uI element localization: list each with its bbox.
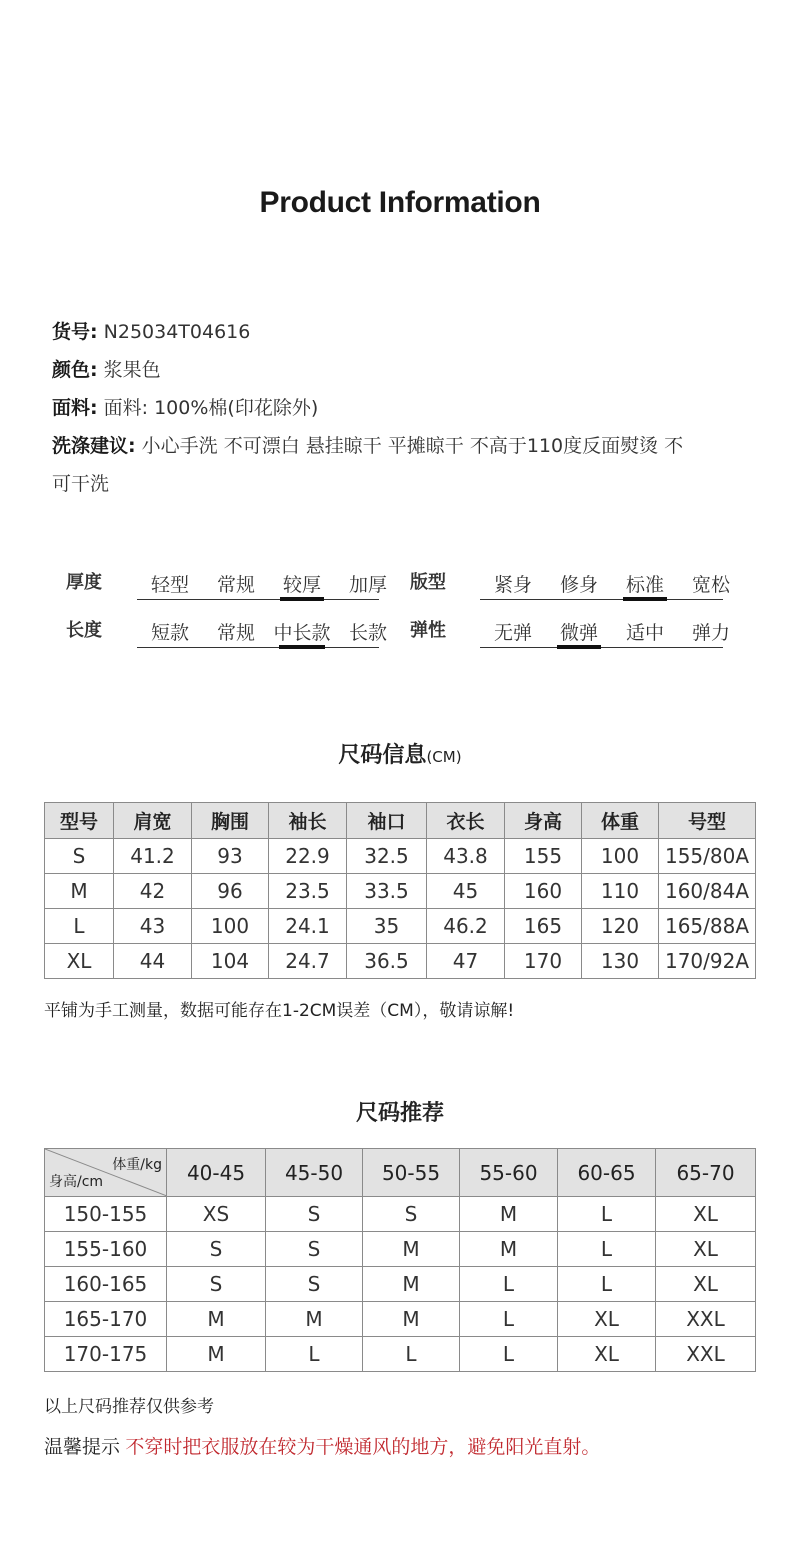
fit-option: 标准 xyxy=(625,574,664,596)
size-row xyxy=(45,839,756,874)
recommended-size-cell: M xyxy=(167,1302,266,1337)
size-cell: 32.5 xyxy=(347,839,427,874)
recommended-size-cell: M xyxy=(460,1197,558,1232)
recommended-size-cell: L xyxy=(460,1267,558,1302)
recommended-size-cell: L xyxy=(558,1267,656,1302)
size-cell: 42 xyxy=(114,874,192,909)
size-cell: 104 xyxy=(192,944,269,979)
size-cell: S xyxy=(45,839,114,874)
size-cell: 23.5 xyxy=(269,874,347,909)
thickness-option: 加厚 xyxy=(348,574,387,596)
recommended-size-cell: XS xyxy=(167,1197,266,1232)
size-cell: 43 xyxy=(114,909,192,944)
wash-value-line2: 可干洗 xyxy=(52,473,110,495)
size-cell: 100 xyxy=(192,909,269,944)
size-cell: 46.2 xyxy=(427,909,505,944)
wash-value-line1: 小心手洗 不可漂白 悬挂晾干 平摊晾干 不高于110度反面熨烫 不 xyxy=(141,435,684,457)
length-option: 中长款 xyxy=(273,622,331,644)
recommended-size-cell: XL xyxy=(656,1267,756,1302)
size-cell: 160 xyxy=(505,874,582,909)
elasticity-option: 无弹 xyxy=(493,622,532,644)
size-cell: 160/84A xyxy=(659,874,756,909)
recommended-size-cell: XL xyxy=(656,1232,756,1267)
size-cell: 120 xyxy=(582,909,659,944)
recommended-size-cell: S xyxy=(266,1267,363,1302)
recommended-size-cell: L xyxy=(363,1337,460,1372)
height-range-cell: 170-175 xyxy=(45,1337,167,1372)
elasticity-label: 弹性 xyxy=(410,620,446,641)
thickness-underline xyxy=(137,599,379,600)
length-option: 长款 xyxy=(348,622,387,644)
item-number-key: 货号: xyxy=(52,321,98,343)
color-row xyxy=(52,351,772,389)
fit-option: 紧身 xyxy=(493,574,532,596)
item-number-row xyxy=(52,313,772,351)
elasticity-option: 微弹 xyxy=(559,622,598,644)
recommended-size-cell: XL xyxy=(558,1337,656,1372)
fit-label: 版型 xyxy=(410,572,446,593)
recommended-size-cell: S xyxy=(363,1197,460,1232)
thickness-option: 较厚 xyxy=(282,574,321,596)
weight-range-header: 50-55 xyxy=(363,1149,460,1197)
weight-range-header: 45-50 xyxy=(266,1149,363,1197)
fit-option: 修身 xyxy=(559,574,598,596)
recommended-size-cell: S xyxy=(266,1197,363,1232)
elasticity-underline xyxy=(480,647,723,648)
warm-tip-label: 温馨提示 xyxy=(44,1436,121,1458)
size-header-cell: 肩宽 xyxy=(114,803,192,839)
size-info-unit: (CM) xyxy=(426,748,462,766)
size-cell: 93 xyxy=(192,839,269,874)
size-header-cell: 衣长 xyxy=(427,803,505,839)
elasticity-option: 弹力 xyxy=(691,622,730,644)
size-cell: 96 xyxy=(192,874,269,909)
size-table-header xyxy=(45,803,756,839)
size-cell: 165 xyxy=(505,909,582,944)
size-cell: 165/88A xyxy=(659,909,756,944)
recommend-row xyxy=(45,1197,756,1232)
length-label: 长度 xyxy=(66,620,102,641)
color-key: 颜色: xyxy=(52,359,98,381)
recommended-size-cell: XL xyxy=(656,1197,756,1232)
elasticity-option: 适中 xyxy=(625,622,664,644)
recommended-size-cell: M xyxy=(363,1302,460,1337)
length-selected-marker xyxy=(279,645,325,649)
size-header-cell: 身高 xyxy=(505,803,582,839)
recommended-size-cell: S xyxy=(266,1232,363,1267)
fit-underline xyxy=(480,599,723,600)
recommend-corner-cell xyxy=(45,1149,167,1197)
weight-range-header: 65-70 xyxy=(656,1149,756,1197)
size-cell: 47 xyxy=(427,944,505,979)
fit-option: 宽松 xyxy=(691,574,730,596)
size-cell: 110 xyxy=(582,874,659,909)
warm-tip xyxy=(44,1432,600,1459)
size-cell: 33.5 xyxy=(347,874,427,909)
elasticity-selected-marker xyxy=(557,645,601,649)
recommend-row xyxy=(45,1267,756,1302)
wash-row xyxy=(52,427,772,465)
recommended-size-cell: XXL xyxy=(656,1302,756,1337)
size-recommend-title: 尺码推荐 xyxy=(355,1101,444,1126)
fit-selected-marker xyxy=(623,597,667,601)
thickness-option: 轻型 xyxy=(150,574,189,596)
size-cell: 22.9 xyxy=(269,839,347,874)
item-number-value: N25034T04616 xyxy=(103,321,251,343)
measurement-note: 平铺为手工测量，数据可能存在1-2CM误差（CM），敬请谅解! xyxy=(44,1001,515,1021)
recommend-row xyxy=(45,1337,756,1372)
height-range-cell: 150-155 xyxy=(45,1197,167,1232)
size-cell: 35 xyxy=(347,909,427,944)
recommended-size-cell: M xyxy=(266,1302,363,1337)
wash-key: 洗涤建议: xyxy=(52,435,136,457)
size-row xyxy=(45,944,756,979)
recommend-table-header xyxy=(45,1149,756,1197)
recommended-size-cell: XL xyxy=(558,1302,656,1337)
size-header-cell: 体重 xyxy=(582,803,659,839)
size-cell: 41.2 xyxy=(114,839,192,874)
recommended-size-cell: L xyxy=(558,1197,656,1232)
size-header-cell: 袖口 xyxy=(347,803,427,839)
recommend-row xyxy=(45,1232,756,1267)
recommended-size-cell: L xyxy=(460,1337,558,1372)
size-recommend-table xyxy=(44,1148,756,1372)
weight-range-header: 40-45 xyxy=(167,1149,266,1197)
recommended-size-cell: S xyxy=(167,1267,266,1302)
weight-axis-label: 体重/kg xyxy=(112,1157,162,1173)
weight-range-header: 55-60 xyxy=(460,1149,558,1197)
recommended-size-cell: XXL xyxy=(656,1337,756,1372)
thickness-option: 常规 xyxy=(216,574,255,596)
recommended-size-cell: M xyxy=(167,1337,266,1372)
fabric-row xyxy=(52,389,772,427)
size-header-cell: 胸围 xyxy=(192,803,269,839)
recommended-size-cell: M xyxy=(363,1232,460,1267)
size-cell: L xyxy=(45,909,114,944)
size-cell: 45 xyxy=(427,874,505,909)
size-cell: 43.8 xyxy=(427,839,505,874)
size-cell: XL xyxy=(45,944,114,979)
fabric-key: 面料: xyxy=(52,397,98,419)
size-header-cell: 号型 xyxy=(659,803,756,839)
size-cell: 130 xyxy=(582,944,659,979)
recommended-size-cell: L xyxy=(558,1232,656,1267)
recommend-row xyxy=(45,1302,756,1337)
size-cell: 155 xyxy=(505,839,582,874)
length-option: 短款 xyxy=(150,622,189,644)
page-title: Product Information xyxy=(259,186,541,219)
color-value: 浆果色 xyxy=(103,359,161,381)
wash-row-continued xyxy=(52,465,772,503)
size-row xyxy=(45,874,756,909)
size-cell: 170/92A xyxy=(659,944,756,979)
height-range-cell: 155-160 xyxy=(45,1232,167,1267)
thickness-label: 厚度 xyxy=(66,572,102,593)
recommend-note: 以上尺码推荐仅供参考 xyxy=(44,1397,214,1417)
size-cell: 155/80A xyxy=(659,839,756,874)
size-row xyxy=(45,909,756,944)
recommended-size-cell: S xyxy=(167,1232,266,1267)
length-option: 常规 xyxy=(216,622,255,644)
size-cell: 170 xyxy=(505,944,582,979)
size-cell: 100 xyxy=(582,839,659,874)
height-range-cell: 160-165 xyxy=(45,1267,167,1302)
size-header-cell: 袖长 xyxy=(269,803,347,839)
size-cell: 36.5 xyxy=(347,944,427,979)
recommended-size-cell: M xyxy=(460,1232,558,1267)
height-range-cell: 165-170 xyxy=(45,1302,167,1337)
size-header-cell: 型号 xyxy=(45,803,114,839)
size-cell: 24.1 xyxy=(269,909,347,944)
fabric-value: 面料: 100%棉(印花除外) xyxy=(103,397,319,419)
size-cell: 44 xyxy=(114,944,192,979)
warm-tip-text: 不穿时把衣服放在较为干燥通风的地方，避免阳光直射。 xyxy=(125,1436,601,1458)
height-axis-label: 身高/cm xyxy=(49,1174,104,1190)
recommended-size-cell: M xyxy=(363,1267,460,1302)
size-info-title-text: 尺码信息 xyxy=(338,743,427,768)
thickness-selected-marker xyxy=(280,597,324,601)
size-cell: 24.7 xyxy=(269,944,347,979)
size-info-title xyxy=(0,738,800,769)
recommended-size-cell: L xyxy=(460,1302,558,1337)
size-cell: M xyxy=(45,874,114,909)
recommended-size-cell: L xyxy=(266,1337,363,1372)
size-info-table xyxy=(44,802,756,979)
weight-range-header: 60-65 xyxy=(558,1149,656,1197)
length-underline xyxy=(137,647,379,648)
